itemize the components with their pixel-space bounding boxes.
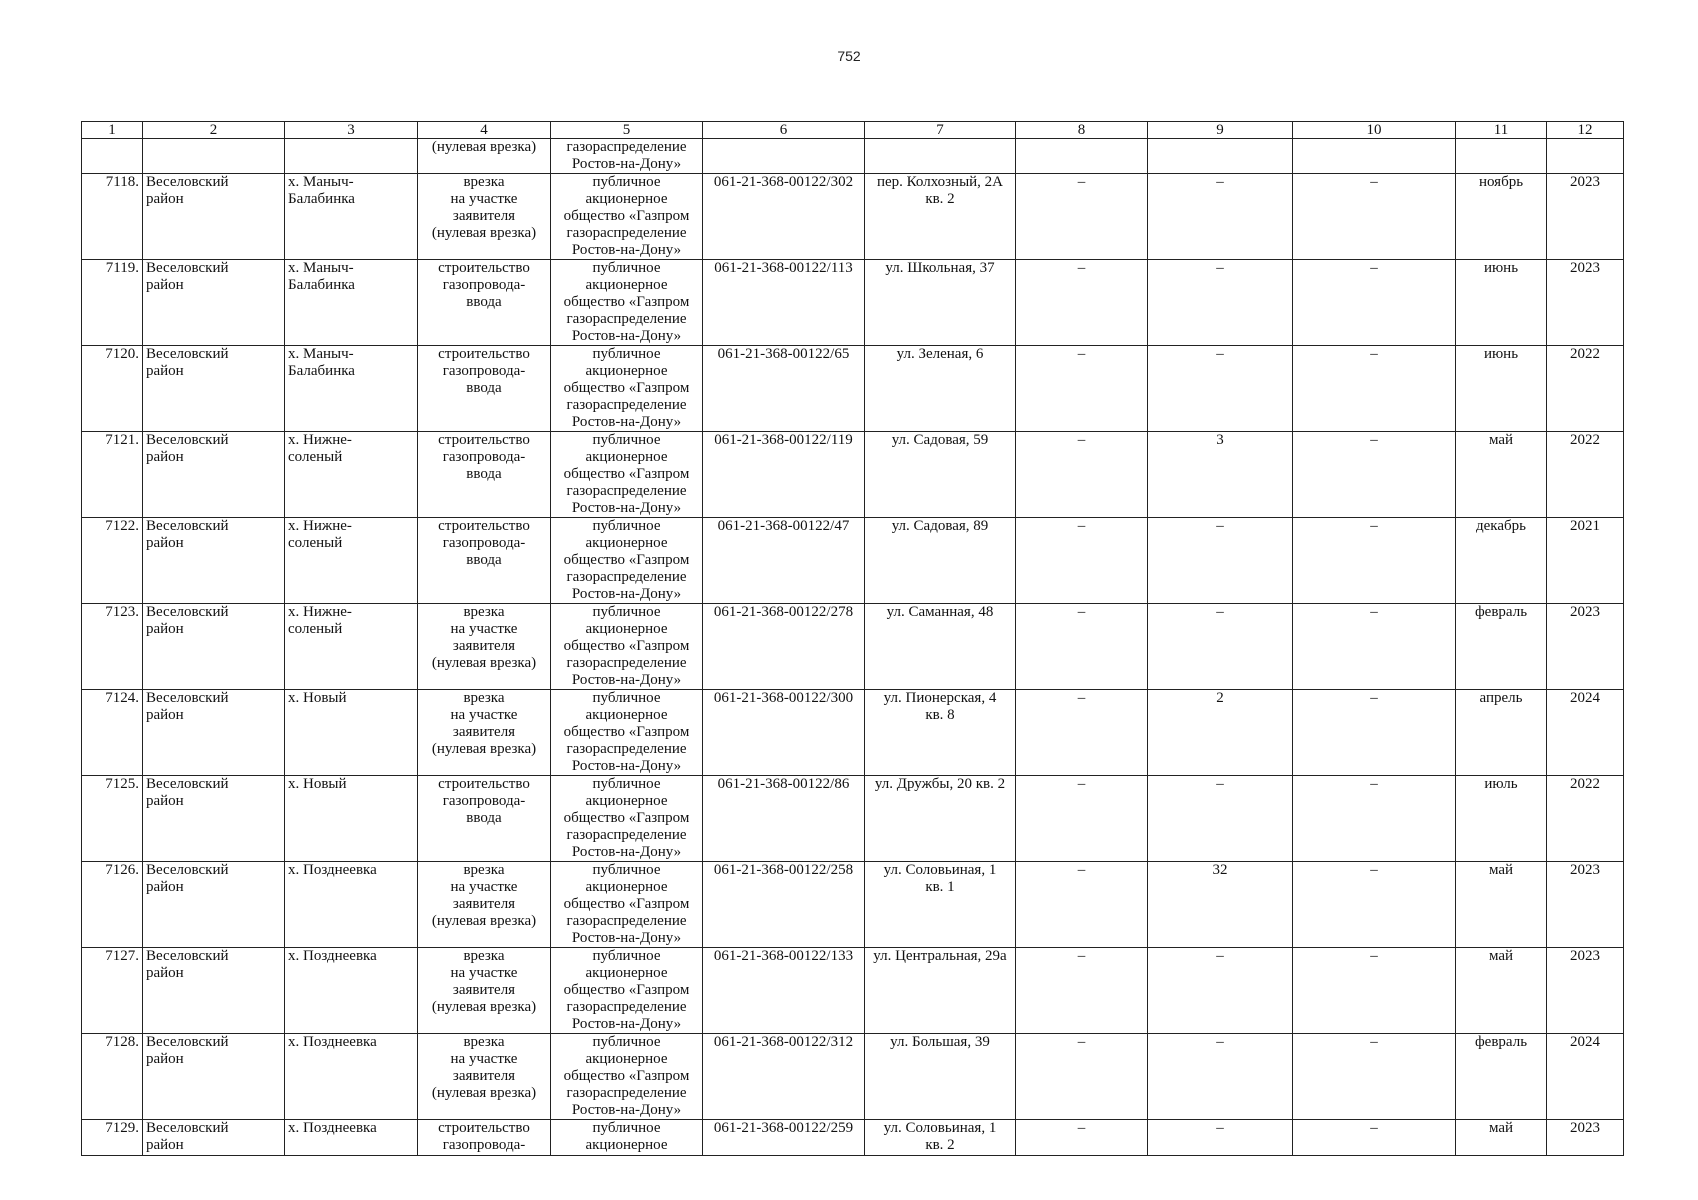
column-9-cell: – bbox=[1148, 604, 1293, 690]
row-number-cell: 7119. bbox=[82, 260, 143, 346]
table-row bbox=[82, 260, 1624, 346]
month-cell: ноябрь bbox=[1456, 174, 1547, 260]
organization-cell: публичное акционерное общество «Газпром газораспределение Ростов-на-Дону» bbox=[551, 174, 703, 260]
settlement-cell: х. Новый bbox=[285, 690, 418, 776]
organization-cell: публичное акционерное общество «Газпром газораспределение Ростов-на-Дону» bbox=[551, 604, 703, 690]
column-9-cell: – bbox=[1148, 1034, 1293, 1120]
work-type-cell: строительство газопровода- ввода bbox=[418, 346, 551, 432]
column-header: 10 bbox=[1293, 122, 1456, 139]
year-cell: 2022 bbox=[1547, 346, 1624, 432]
year-cell: 2022 bbox=[1547, 432, 1624, 518]
continuation-row bbox=[82, 139, 1624, 174]
organization-cell: публичное акционерное общество «Газпром газораспределение Ростов-на-Дону» bbox=[551, 690, 703, 776]
column-header: 9 bbox=[1148, 122, 1293, 139]
column-8-cell: – bbox=[1016, 260, 1148, 346]
table-row bbox=[82, 948, 1624, 1034]
organization-cell: публичное акционерное общество «Газпром газораспределение Ростов-на-Дону» bbox=[551, 432, 703, 518]
address-cell: ул. Садовая, 89 bbox=[865, 518, 1016, 604]
column-10-cell: – bbox=[1293, 1120, 1456, 1156]
address-cell: ул. Зеленая, 6 bbox=[865, 346, 1016, 432]
work-type-cell: врезка на участке заявителя (нулевая врезка) bbox=[418, 690, 551, 776]
column-9-cell: – bbox=[1148, 948, 1293, 1034]
column-10-cell: – bbox=[1293, 518, 1456, 604]
district-cell: Веселовский район bbox=[143, 690, 285, 776]
address-cell: ул. Садовая, 59 bbox=[865, 432, 1016, 518]
month-cell: декабрь bbox=[1456, 518, 1547, 604]
registry-code-cell: 061-21-368-00122/65 bbox=[703, 346, 865, 432]
column-10-cell: – bbox=[1293, 948, 1456, 1034]
year-cell: 2023 bbox=[1547, 260, 1624, 346]
month-cell: апрель bbox=[1456, 690, 1547, 776]
column-8-cell: – bbox=[1016, 862, 1148, 948]
address-cell: пер. Колхозный, 2А кв. 2 bbox=[865, 174, 1016, 260]
column-header: 8 bbox=[1016, 122, 1148, 139]
column-9-cell: – bbox=[1148, 174, 1293, 260]
row-number-cell: 7126. bbox=[82, 862, 143, 948]
row-number-cell: 7125. bbox=[82, 776, 143, 862]
row-number-cell: 7127. bbox=[82, 948, 143, 1034]
column-9-cell: 3 bbox=[1148, 432, 1293, 518]
table-row bbox=[82, 432, 1624, 518]
address-cell: ул. Саманная, 48 bbox=[865, 604, 1016, 690]
column-numbers-row bbox=[82, 122, 1624, 139]
year-cell: 2021 bbox=[1547, 518, 1624, 604]
year-cell: 2023 bbox=[1547, 1120, 1624, 1156]
organization-cell: публичное акционерное общество «Газпром газораспределение Ростов-на-Дону» bbox=[551, 776, 703, 862]
month-cell: февраль bbox=[1456, 1034, 1547, 1120]
year-cell: 2024 bbox=[1547, 1034, 1624, 1120]
column-8-cell: – bbox=[1016, 518, 1148, 604]
column-header: 3 bbox=[285, 122, 418, 139]
column-8-cell: – bbox=[1016, 1034, 1148, 1120]
row-number-cell: 7128. bbox=[82, 1034, 143, 1120]
table-row bbox=[82, 174, 1624, 260]
settlement-cell: х. Позднеевка bbox=[285, 1120, 418, 1156]
cell bbox=[865, 139, 1016, 174]
settlement-cell: х. Нижне- соленый bbox=[285, 518, 418, 604]
organization-cell: публичное акционерное общество «Газпром газораспределение Ростов-на-Дону» bbox=[551, 862, 703, 948]
district-cell: Веселовский район bbox=[143, 518, 285, 604]
cell bbox=[285, 139, 418, 174]
table-row bbox=[82, 604, 1624, 690]
row-number-cell: 7122. bbox=[82, 518, 143, 604]
column-header: 5 bbox=[551, 122, 703, 139]
column-8-cell: – bbox=[1016, 432, 1148, 518]
year-cell: 2023 bbox=[1547, 174, 1624, 260]
column-header: 2 bbox=[143, 122, 285, 139]
district-cell: Веселовский район bbox=[143, 260, 285, 346]
work-type-cell: строительство газопровода- ввода bbox=[418, 432, 551, 518]
month-cell: май bbox=[1456, 1120, 1547, 1156]
registry-code-cell: 061-21-368-00122/119 bbox=[703, 432, 865, 518]
cell bbox=[82, 139, 143, 174]
column-header: 4 bbox=[418, 122, 551, 139]
organization-cell: публичное акционерное bbox=[551, 1120, 703, 1156]
address-cell: ул. Соловьиная, 1 кв. 1 bbox=[865, 862, 1016, 948]
work-type-cell: строительство газопровода- ввода bbox=[418, 776, 551, 862]
month-cell: февраль bbox=[1456, 604, 1547, 690]
work-type-cell: врезка на участке заявителя (нулевая врезка) bbox=[418, 174, 551, 260]
district-cell: Веселовский район bbox=[143, 432, 285, 518]
column-8-cell: – bbox=[1016, 604, 1148, 690]
month-cell: июнь bbox=[1456, 260, 1547, 346]
settlement-cell: х. Позднеевка bbox=[285, 862, 418, 948]
district-cell: Веселовский район bbox=[143, 604, 285, 690]
district-cell: Веселовский район bbox=[143, 1120, 285, 1156]
cell bbox=[1547, 139, 1624, 174]
table-row bbox=[82, 518, 1624, 604]
row-number-cell: 7118. bbox=[82, 174, 143, 260]
month-cell: май bbox=[1456, 432, 1547, 518]
organization-cell: публичное акционерное общество «Газпром газораспределение Ростов-на-Дону» bbox=[551, 260, 703, 346]
district-cell: Веселовский район bbox=[143, 862, 285, 948]
cell bbox=[1016, 139, 1148, 174]
row-number-cell: 7123. bbox=[82, 604, 143, 690]
column-header: 11 bbox=[1456, 122, 1547, 139]
address-cell: ул. Дружбы, 20 кв. 2 bbox=[865, 776, 1016, 862]
year-cell: 2023 bbox=[1547, 604, 1624, 690]
district-cell: Веселовский район bbox=[143, 776, 285, 862]
work-type-cell: врезка на участке заявителя (нулевая врезка) bbox=[418, 948, 551, 1034]
column-10-cell: – bbox=[1293, 604, 1456, 690]
column-header: 7 bbox=[865, 122, 1016, 139]
address-cell: ул. Школьная, 37 bbox=[865, 260, 1016, 346]
registry-code-cell: 061-21-368-00122/258 bbox=[703, 862, 865, 948]
district-cell: Веселовский район bbox=[143, 174, 285, 260]
work-type-cell: строительство газопровода- bbox=[418, 1120, 551, 1156]
column-9-cell: – bbox=[1148, 1120, 1293, 1156]
organization-cell: публичное акционерное общество «Газпром газораспределение Ростов-на-Дону» bbox=[551, 518, 703, 604]
column-9-cell: – bbox=[1148, 518, 1293, 604]
settlement-cell: х. Маныч- Балабинка bbox=[285, 260, 418, 346]
table-row bbox=[82, 690, 1624, 776]
cell bbox=[703, 139, 865, 174]
column-8-cell: – bbox=[1016, 690, 1148, 776]
table-row bbox=[82, 1034, 1624, 1120]
district-cell: Веселовский район bbox=[143, 948, 285, 1034]
registry-code-cell: 061-21-368-00122/259 bbox=[703, 1120, 865, 1156]
column-header: 12 bbox=[1547, 122, 1624, 139]
column-10-cell: – bbox=[1293, 1034, 1456, 1120]
column-8-cell: – bbox=[1016, 1120, 1148, 1156]
table-row bbox=[82, 862, 1624, 948]
work-type-cell: строительство газопровода- ввода bbox=[418, 260, 551, 346]
table-row bbox=[82, 346, 1624, 432]
table-row bbox=[82, 1120, 1624, 1156]
page-number: 752 bbox=[837, 48, 861, 64]
column-10-cell: – bbox=[1293, 432, 1456, 518]
month-cell: июнь bbox=[1456, 346, 1547, 432]
settlement-cell: х. Позднеевка bbox=[285, 1034, 418, 1120]
table-header bbox=[82, 122, 1624, 139]
settlement-cell: х. Нижне- соленый bbox=[285, 604, 418, 690]
column-8-cell: – bbox=[1016, 174, 1148, 260]
work-type-cell: строительство газопровода- ввода bbox=[418, 518, 551, 604]
settlement-cell: х. Новый bbox=[285, 776, 418, 862]
organization-cell: публичное акционерное общество «Газпром газораспределение Ростов-на-Дону» bbox=[551, 1034, 703, 1120]
column-8-cell: – bbox=[1016, 776, 1148, 862]
row-number-cell: 7129. bbox=[82, 1120, 143, 1156]
settlement-cell: х. Нижне- соленый bbox=[285, 432, 418, 518]
column-10-cell: – bbox=[1293, 776, 1456, 862]
address-cell: ул. Соловьиная, 1 кв. 2 bbox=[865, 1120, 1016, 1156]
column-9-cell: 32 bbox=[1148, 862, 1293, 948]
cell bbox=[1456, 139, 1547, 174]
cell bbox=[1148, 139, 1293, 174]
column-10-cell: – bbox=[1293, 346, 1456, 432]
column-10-cell: – bbox=[1293, 690, 1456, 776]
column-9-cell: – bbox=[1148, 260, 1293, 346]
table-row bbox=[82, 776, 1624, 862]
column-header: 1 bbox=[82, 122, 143, 139]
table-body bbox=[82, 139, 1624, 1156]
column-10-cell: – bbox=[1293, 260, 1456, 346]
year-cell: 2023 bbox=[1547, 862, 1624, 948]
column-10-cell: – bbox=[1293, 862, 1456, 948]
cell: газораспределение Ростов-на-Дону» bbox=[551, 139, 703, 174]
registry-code-cell: 061-21-368-00122/47 bbox=[703, 518, 865, 604]
cell: (нулевая врезка) bbox=[418, 139, 551, 174]
cell bbox=[1293, 139, 1456, 174]
year-cell: 2022 bbox=[1547, 776, 1624, 862]
row-number-cell: 7121. bbox=[82, 432, 143, 518]
month-cell: май bbox=[1456, 948, 1547, 1034]
month-cell: май bbox=[1456, 862, 1547, 948]
registry-code-cell: 061-21-368-00122/278 bbox=[703, 604, 865, 690]
row-number-cell: 7124. bbox=[82, 690, 143, 776]
settlement-cell: х. Позднеевка bbox=[285, 948, 418, 1034]
registry-code-cell: 061-21-368-00122/300 bbox=[703, 690, 865, 776]
organization-cell: публичное акционерное общество «Газпром газораспределение Ростов-на-Дону» bbox=[551, 346, 703, 432]
year-cell: 2023 bbox=[1547, 948, 1624, 1034]
address-cell: ул. Большая, 39 bbox=[865, 1034, 1016, 1120]
district-cell: Веселовский район bbox=[143, 1034, 285, 1120]
work-type-cell: врезка на участке заявителя (нулевая врезка) bbox=[418, 862, 551, 948]
column-8-cell: – bbox=[1016, 948, 1148, 1034]
address-cell: ул. Пионерская, 4 кв. 8 bbox=[865, 690, 1016, 776]
settlement-cell: х. Маныч- Балабинка bbox=[285, 346, 418, 432]
cell bbox=[143, 139, 285, 174]
month-cell: июль bbox=[1456, 776, 1547, 862]
registry-code-cell: 061-21-368-00122/113 bbox=[703, 260, 865, 346]
column-9-cell: 2 bbox=[1148, 690, 1293, 776]
registry-code-cell: 061-21-368-00122/302 bbox=[703, 174, 865, 260]
registry-code-cell: 061-21-368-00122/133 bbox=[703, 948, 865, 1034]
column-9-cell: – bbox=[1148, 776, 1293, 862]
organization-cell: публичное акционерное общество «Газпром газораспределение Ростов-на-Дону» bbox=[551, 948, 703, 1034]
address-cell: ул. Центральная, 29а bbox=[865, 948, 1016, 1034]
district-cell: Веселовский район bbox=[143, 346, 285, 432]
registry-code-cell: 061-21-368-00122/86 bbox=[703, 776, 865, 862]
column-header: 6 bbox=[703, 122, 865, 139]
column-10-cell: – bbox=[1293, 174, 1456, 260]
register-table bbox=[81, 121, 1624, 1156]
column-8-cell: – bbox=[1016, 346, 1148, 432]
row-number-cell: 7120. bbox=[82, 346, 143, 432]
work-type-cell: врезка на участке заявителя (нулевая врезка) bbox=[418, 1034, 551, 1120]
registry-code-cell: 061-21-368-00122/312 bbox=[703, 1034, 865, 1120]
work-type-cell: врезка на участке заявителя (нулевая врезка) bbox=[418, 604, 551, 690]
settlement-cell: х. Маныч- Балабинка bbox=[285, 174, 418, 260]
year-cell: 2024 bbox=[1547, 690, 1624, 776]
column-9-cell: – bbox=[1148, 346, 1293, 432]
